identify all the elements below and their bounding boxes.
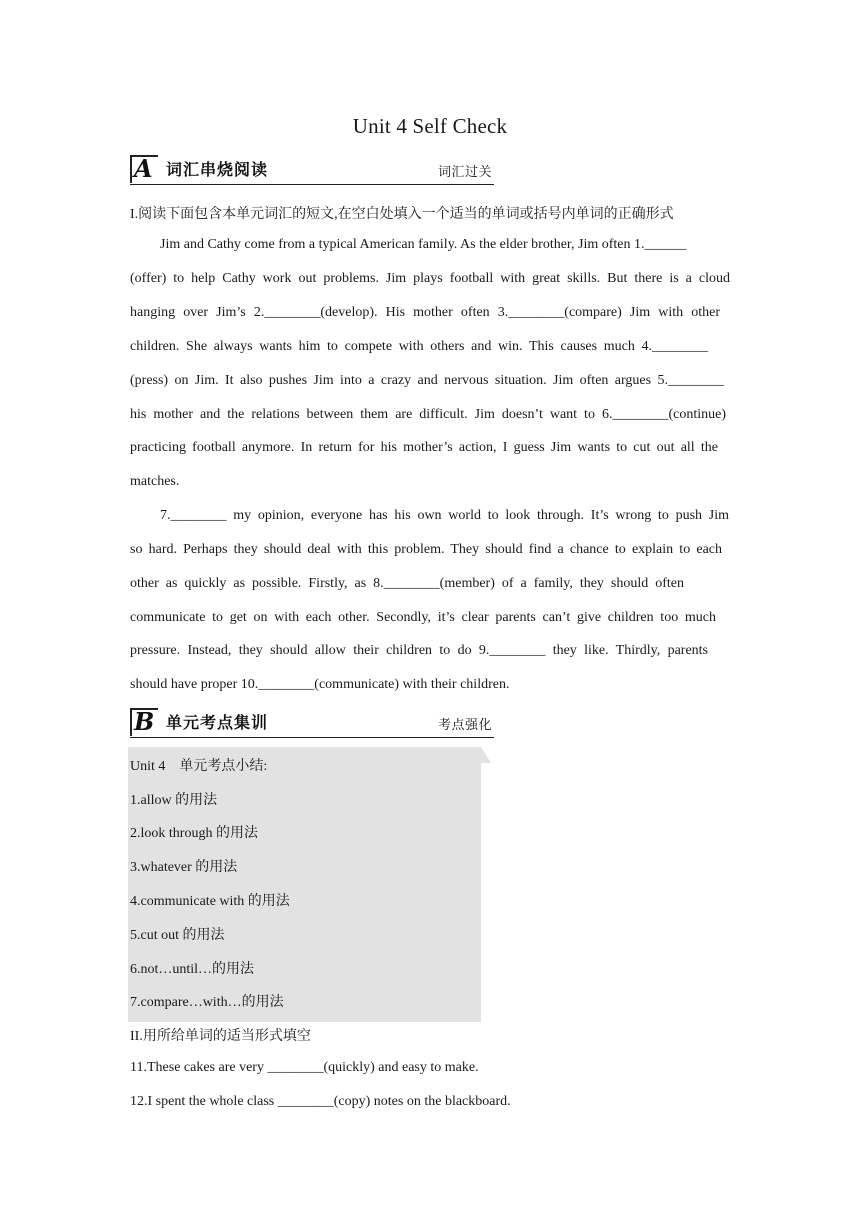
section-a-label: 词汇串烧阅读: [166, 160, 269, 179]
summary-item: 2.look through 的用法: [130, 826, 258, 841]
unit-summary-box: [128, 747, 481, 1022]
passage-line: pressure. Instead, they should allow their children to do 9.________ they like. Thirdly, parents: [130, 643, 708, 658]
part2-instruction: II.用所给单词的适当形式填空: [130, 1029, 311, 1044]
passage-line: (press) on Jim. It also pushes Jim into a crazy and nervous situation. Jim often argues 5.________: [130, 373, 724, 388]
section-b-letter: B: [134, 707, 155, 736]
exercise-item: 11.These cakes are very ________(quickly) and easy to make.: [130, 1060, 479, 1075]
summary-item: 1.allow 的用法: [130, 793, 218, 808]
section-a-letter: A: [134, 154, 153, 183]
section-a-banner: [130, 155, 494, 185]
section-b-tag: 考点强化: [437, 718, 492, 733]
summary-box-corner: [481, 747, 491, 763]
section-a-rule: [130, 184, 494, 185]
passage-line: (offer) to help Cathy work out problems. Jim plays football with great skills. But there is a cloud: [130, 271, 730, 286]
summary-item: 5.cut out 的用法: [130, 928, 225, 943]
passage-line: hanging over Jim’s 2.________(develop). His mother often 3.________(compare) Jim with other: [130, 305, 720, 320]
passage-line: his mother and the relations between them are difficult. Jim doesn’t want to 6.________(continue): [130, 407, 726, 422]
part1-instruction: I.阅读下面包含本单元词汇的短文,在空白处填入一个适当的单词或括号内单词的正确形式: [130, 207, 674, 222]
summary-item: 3.whatever 的用法: [130, 860, 238, 875]
passage-line: communicate to get on with each other. Secondly, it’s clear parents can’t give children too much: [130, 610, 716, 625]
page-title: Unit 4 Self Check: [352, 114, 508, 138]
section-b-banner: [130, 708, 494, 738]
passage-line: matches.: [130, 474, 180, 489]
section-a-tag: 词汇过关: [437, 165, 492, 180]
summary-heading: Unit 4 单元考点小结:: [130, 759, 268, 774]
passage-line: other as quickly as possible. Firstly, as 8.________(member) of a family, they should often: [130, 576, 684, 591]
summary-item: 7.compare…with…的用法: [130, 995, 284, 1010]
passage-line: 7.________ my opinion, everyone has his own world to look through. It’s wrong to push Jim: [160, 508, 729, 523]
passage-line: should have proper 10.________(communicate) with their children.: [130, 677, 510, 692]
section-b-rule: [130, 737, 494, 738]
exercise-item: 12.I spent the whole class ________(copy) notes on the blackboard.: [130, 1094, 511, 1109]
passage-line: so hard. Perhaps they should deal with this problem. They should find a chance to explain to each: [130, 542, 722, 557]
passage-line: practicing football anymore. In return for his mother’s action, I guess Jim wants to cut out all the: [130, 440, 718, 455]
passage-line: Jim and Cathy come from a typical American family. As the elder brother, Jim often 1.______: [160, 237, 687, 252]
summary-item: 4.communicate with 的用法: [130, 894, 290, 909]
summary-item: 6.not…until…的用法: [130, 962, 255, 977]
passage-line: children. She always wants him to compete with others and win. This causes much 4.________: [130, 339, 708, 354]
section-b-label: 单元考点集训: [166, 713, 269, 732]
